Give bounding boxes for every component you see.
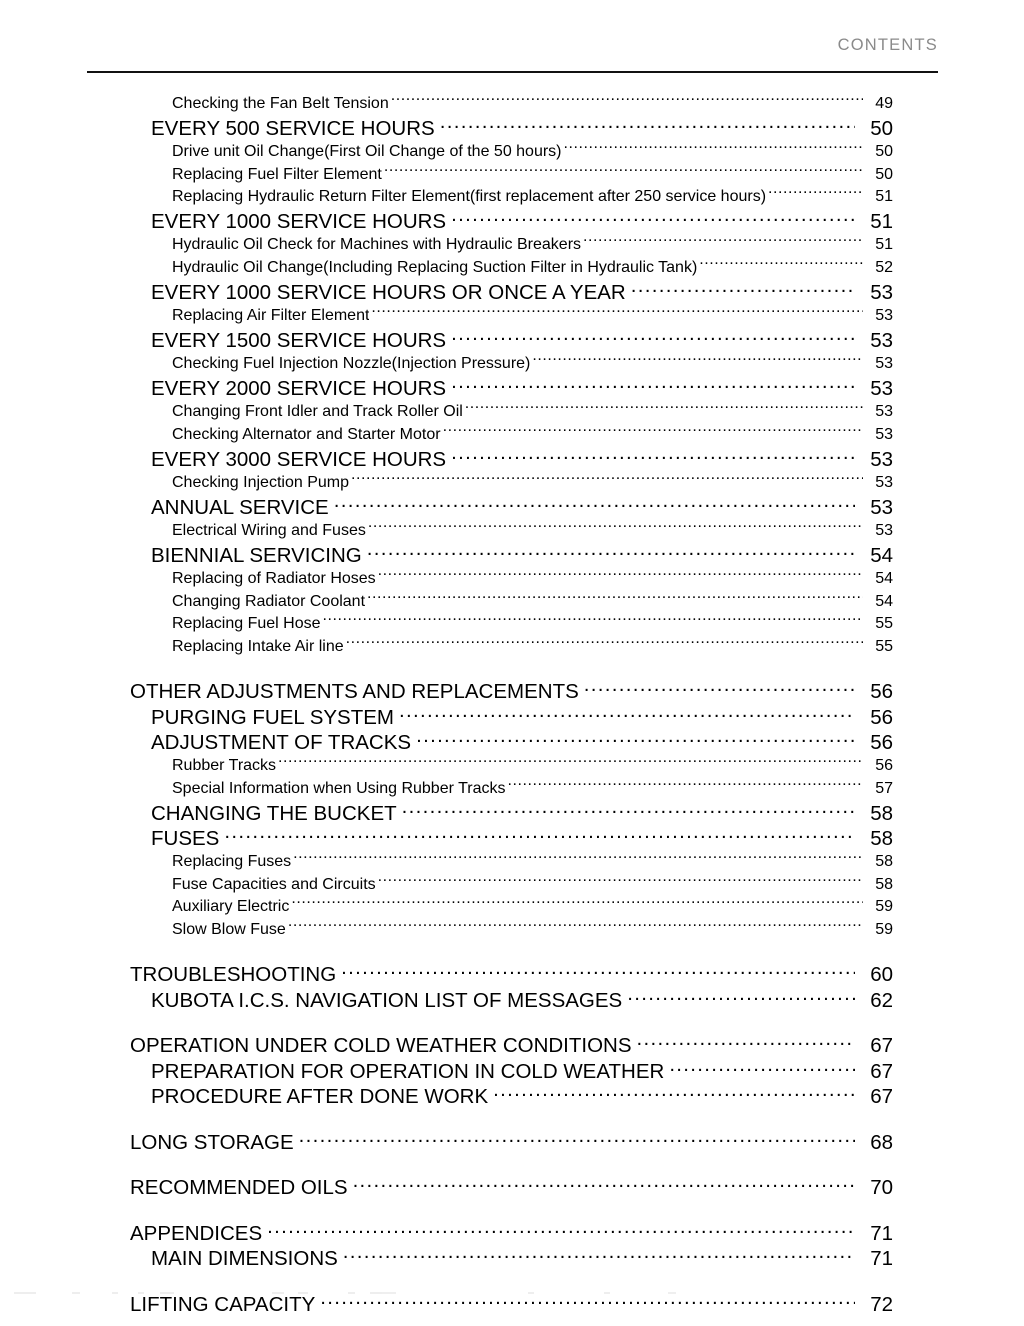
toc-entry-label: Electrical Wiring and Fuses xyxy=(172,522,366,540)
header-divider xyxy=(87,71,938,73)
toc-leader-dots xyxy=(584,678,855,699)
toc-entry-label: Slow Blow Fuse xyxy=(172,920,286,938)
toc-entry[interactable] xyxy=(0,1174,1024,1200)
toc-entry-page-number: 67 xyxy=(870,1085,893,1109)
toc-leader-dots xyxy=(564,140,863,156)
toc-entry[interactable] xyxy=(0,777,1024,800)
toc-entry[interactable] xyxy=(0,873,1024,896)
toc-entry-page-number: 55 xyxy=(875,615,893,633)
toc-leader-dots xyxy=(378,567,863,583)
toc-entry-label: LONG STORAGE xyxy=(130,1130,294,1154)
toc-entry[interactable] xyxy=(0,729,1024,755)
toc-entry-page-number: 56 xyxy=(870,705,893,729)
toc-entry-page-number: 62 xyxy=(870,988,893,1012)
toc-entry[interactable] xyxy=(0,986,1024,1012)
toc-entry-label: Hydraulic Oil Check for Machines with Hydraulic Breakers xyxy=(172,236,582,254)
toc-leader-dots xyxy=(346,635,863,651)
toc-entry-label: PURGING FUEL SYSTEM xyxy=(151,705,394,729)
toc-entry-page-number: 71 xyxy=(870,1221,893,1245)
toc-entry-label: EVERY 500 SERVICE HOURS xyxy=(151,117,435,141)
toc-entry-label: Checking Injection Pump xyxy=(172,473,349,491)
toc-entry-page-number: 56 xyxy=(875,757,893,774)
toc-entry[interactable] xyxy=(0,1128,1024,1154)
toc-leader-dots xyxy=(583,233,863,249)
toc-leader-dots xyxy=(351,471,863,487)
toc-entry[interactable] xyxy=(0,1057,1024,1083)
toc-leader-dots xyxy=(371,304,863,320)
toc-entry-label: Checking Alternator and Starter Motor xyxy=(172,425,441,443)
toc-entry-label: EVERY 3000 SERVICE HOURS xyxy=(151,447,447,471)
toc-entry[interactable] xyxy=(0,327,1024,353)
toc-entry[interactable] xyxy=(0,918,1024,941)
toc-entry[interactable] xyxy=(0,140,1024,163)
toc-leader-dots xyxy=(367,590,863,606)
toc-entry-page-number: 49 xyxy=(875,95,893,112)
toc-entry[interactable] xyxy=(0,185,1024,208)
toc-leader-dots xyxy=(532,352,863,368)
toc-entry[interactable] xyxy=(0,423,1024,446)
toc-leader-dots xyxy=(278,754,863,770)
toc-leader-dots xyxy=(508,777,864,793)
toc-entry-label: RECOMMENDED OILS xyxy=(130,1176,348,1200)
toc-leader-dots xyxy=(291,895,863,911)
toc-entry[interactable] xyxy=(0,445,1024,471)
toc-entry-page-number: 53 xyxy=(870,281,893,305)
toc-entry[interactable] xyxy=(0,92,1024,115)
toc-entry-page-number: 59 xyxy=(875,898,893,916)
toc-leader-dots xyxy=(288,918,863,934)
toc-leader-dots xyxy=(416,729,855,750)
toc-entry[interactable] xyxy=(0,895,1024,918)
toc-leader-dots xyxy=(384,163,863,179)
toc-entry-label: TROUBLESHOOTING xyxy=(130,963,337,987)
toc-entry-page-number: 54 xyxy=(875,592,893,610)
toc-entry-page-number: 58 xyxy=(875,853,893,871)
toc-leader-dots xyxy=(443,423,863,439)
toc-entry-label: Auxiliary Electric xyxy=(172,898,290,916)
toc-entry-label: Changing Radiator Coolant xyxy=(172,592,366,610)
toc-entry-page-number: 53 xyxy=(870,496,893,520)
toc-leader-dots xyxy=(465,400,863,416)
toc-entry-page-number: 53 xyxy=(870,329,893,353)
toc-entry-page-number: 58 xyxy=(870,801,893,825)
toc-leader-dots xyxy=(451,208,855,229)
toc-entry-page-number: 71 xyxy=(870,1247,893,1271)
toc-entry-label: Rubber Tracks xyxy=(172,757,277,774)
toc-leader-dots xyxy=(627,986,855,1007)
toc-entry-label: BIENNIAL SERVICING xyxy=(151,544,362,568)
toc-entry-page-number: 50 xyxy=(870,117,893,141)
toc-leader-dots xyxy=(451,375,855,396)
toc-entry-label: PROCEDURE AFTER DONE WORK xyxy=(151,1085,489,1109)
toc-entry[interactable] xyxy=(0,635,1024,658)
toc-entry-page-number: 51 xyxy=(870,210,893,234)
toc-entry-page-number: 53 xyxy=(875,355,893,373)
toc-entry-label: OTHER ADJUSTMENTS AND REPLACEMENTS xyxy=(130,680,579,703)
toc-entry[interactable] xyxy=(0,1219,1024,1245)
toc-entry[interactable] xyxy=(0,567,1024,590)
toc-leader-dots xyxy=(669,1057,855,1078)
toc-entry-page-number: 53 xyxy=(870,447,893,471)
scan-artifacts xyxy=(0,1292,1024,1304)
toc-entry-label: OPERATION UNDER COLD WEATHER CONDITIONS xyxy=(130,1034,632,1058)
toc-leader-dots xyxy=(699,256,863,272)
toc-entry[interactable] xyxy=(0,1032,1024,1058)
toc-entry[interactable] xyxy=(0,494,1024,520)
toc-entry[interactable] xyxy=(0,542,1024,568)
toc-entry[interactable] xyxy=(0,375,1024,401)
toc-leader-dots xyxy=(391,92,863,108)
toc-leader-dots xyxy=(299,1128,855,1149)
toc-entry[interactable] xyxy=(0,678,1024,704)
toc-entry[interactable] xyxy=(0,279,1024,305)
toc-entry[interactable] xyxy=(0,703,1024,729)
toc-entry-page-number: 72 xyxy=(870,1292,893,1316)
toc-entry-label: EVERY 1000 SERVICE HOURS OR ONCE A YEAR xyxy=(151,281,626,305)
toc-entry-page-number: 56 xyxy=(870,731,893,754)
toc-leader-dots xyxy=(343,1245,855,1266)
toc-entry-label: Replacing of Radiator Hoses xyxy=(172,570,376,588)
toc-leader-dots xyxy=(440,115,855,136)
toc-entry-page-number: 58 xyxy=(875,875,893,893)
toc-entry-page-number: 50 xyxy=(875,165,893,183)
toc-leader-dots xyxy=(768,185,863,201)
toc-entry-page-number: 58 xyxy=(870,827,893,851)
toc-entry[interactable] xyxy=(0,590,1024,613)
toc-entry-page-number: 59 xyxy=(875,920,893,938)
toc-entry[interactable] xyxy=(0,115,1024,141)
toc-leader-dots xyxy=(637,1032,855,1053)
toc-entry-page-number: 53 xyxy=(875,473,893,491)
toc-entry-label: ADJUSTMENT OF TRACKS xyxy=(151,731,412,754)
toc-entry[interactable] xyxy=(0,400,1024,423)
toc-entry-page-number: 67 xyxy=(870,1034,893,1058)
toc-entry-label: PREPARATION FOR OPERATION IN COLD WEATHER xyxy=(151,1059,665,1083)
toc-entry-page-number: 68 xyxy=(870,1130,893,1154)
toc-leader-dots xyxy=(353,1174,855,1195)
toc-entry-page-number: 70 xyxy=(870,1176,893,1200)
toc-entry-label: Replacing Intake Air line xyxy=(172,637,344,655)
toc-entry-label: Replacing Fuses xyxy=(172,853,292,871)
toc-entry-page-number: 54 xyxy=(870,544,893,568)
toc-leader-dots xyxy=(451,445,855,466)
toc-entry[interactable] xyxy=(0,163,1024,186)
toc-entry-label: Replacing Air Filter Element xyxy=(172,307,370,325)
toc-entry[interactable] xyxy=(0,304,1024,327)
toc-leader-dots xyxy=(267,1219,855,1240)
toc-leader-dots xyxy=(402,799,855,820)
toc-entry-page-number: 56 xyxy=(870,680,893,703)
toc-leader-dots xyxy=(334,494,855,515)
toc-entry[interactable] xyxy=(0,961,1024,987)
toc-entry-page-number: 67 xyxy=(870,1059,893,1083)
toc-entry-label: APPENDICES xyxy=(130,1221,263,1245)
toc-entry-label: KUBOTA I.C.S. NAVIGATION LIST OF MESSAGES xyxy=(151,988,623,1012)
toc-entry-label: Drive unit Oil Change(First Oil Change of the 50 hours) xyxy=(172,143,562,161)
toc-entry-label: Replacing Fuel Filter Element xyxy=(172,165,382,183)
toc-entry[interactable] xyxy=(0,825,1024,851)
toc-entry[interactable] xyxy=(0,1245,1024,1271)
toc-entry-page-number: 54 xyxy=(875,570,893,588)
toc-entry-page-number: 60 xyxy=(870,963,893,987)
toc-entry-label: Replacing Hydraulic Return Filter Element(first replacement after 250 service hours) xyxy=(172,188,767,206)
toc-entry-label: MAIN DIMENSIONS xyxy=(151,1247,338,1271)
toc-entry-page-number: 55 xyxy=(875,637,893,655)
toc-entry-page-number: 50 xyxy=(875,143,893,161)
toc-leader-dots xyxy=(493,1083,855,1104)
toc-entry[interactable] xyxy=(0,1083,1024,1109)
toc-leader-dots xyxy=(323,612,863,628)
toc-entry[interactable] xyxy=(0,256,1024,279)
toc-entry-label: EVERY 2000 SERVICE HOURS xyxy=(151,377,447,401)
toc-entry-label: FUSES xyxy=(151,827,220,851)
toc-leader-dots xyxy=(631,279,855,300)
toc-entry-label: Replacing Fuel Hose xyxy=(172,615,321,633)
toc-entry-page-number: 52 xyxy=(875,258,893,276)
toc-entry[interactable] xyxy=(0,352,1024,375)
toc-entry[interactable] xyxy=(0,850,1024,873)
toc-leader-dots xyxy=(368,519,863,535)
toc-entry-label: Special Information when Using Rubber Tracks xyxy=(172,779,506,797)
toc-entry[interactable] xyxy=(0,612,1024,635)
toc-entry-page-number: 53 xyxy=(870,377,893,401)
toc-entry-label: CHANGING THE BUCKET xyxy=(151,801,397,825)
toc-entry-label: Checking the Fan Belt Tension xyxy=(172,95,389,112)
toc-leader-dots xyxy=(341,961,855,982)
page-header xyxy=(87,36,938,70)
toc-entry[interactable] xyxy=(0,519,1024,542)
toc-leader-dots xyxy=(399,703,855,724)
toc-entry[interactable] xyxy=(0,233,1024,256)
toc-entry-page-number: 51 xyxy=(875,188,893,206)
toc-entry-page-number: 53 xyxy=(875,522,893,540)
toc-entry[interactable] xyxy=(0,208,1024,234)
toc-entry[interactable] xyxy=(0,471,1024,494)
toc-entry-label: Hydraulic Oil Change(Including Replacing Suction Filter in Hydraulic Tank) xyxy=(172,258,698,276)
toc-entry-page-number: 53 xyxy=(875,425,893,443)
page-header-title: CONTENTS xyxy=(837,36,938,54)
table-of-contents xyxy=(0,92,1024,1316)
toc-entry-page-number: 51 xyxy=(875,236,893,254)
toc-leader-dots xyxy=(451,327,855,348)
toc-entry[interactable] xyxy=(0,754,1024,777)
toc-entry-label: Fuse Capacities and Circuits xyxy=(172,875,376,893)
toc-entry-label: Checking Fuel Injection Nozzle(Injection Pressure) xyxy=(172,355,531,373)
toc-entry-label: EVERY 1000 SERVICE HOURS xyxy=(151,210,447,234)
toc-entry-page-number: 53 xyxy=(875,403,893,421)
toc-leader-dots xyxy=(224,825,855,846)
toc-entry-label: LIFTING CAPACITY xyxy=(130,1292,316,1316)
toc-entry[interactable] xyxy=(0,799,1024,825)
toc-entry-label: Changing Front Idler and Track Roller Oil xyxy=(172,403,463,421)
toc-entry-page-number: 57 xyxy=(875,779,893,797)
toc-leader-dots xyxy=(293,850,863,866)
toc-entry-label: EVERY 1500 SERVICE HOURS xyxy=(151,329,447,353)
toc-entry-label: ANNUAL SERVICE xyxy=(151,496,329,520)
toc-leader-dots xyxy=(367,542,855,563)
toc-entry-page-number: 53 xyxy=(875,307,893,325)
toc-leader-dots xyxy=(378,873,863,889)
